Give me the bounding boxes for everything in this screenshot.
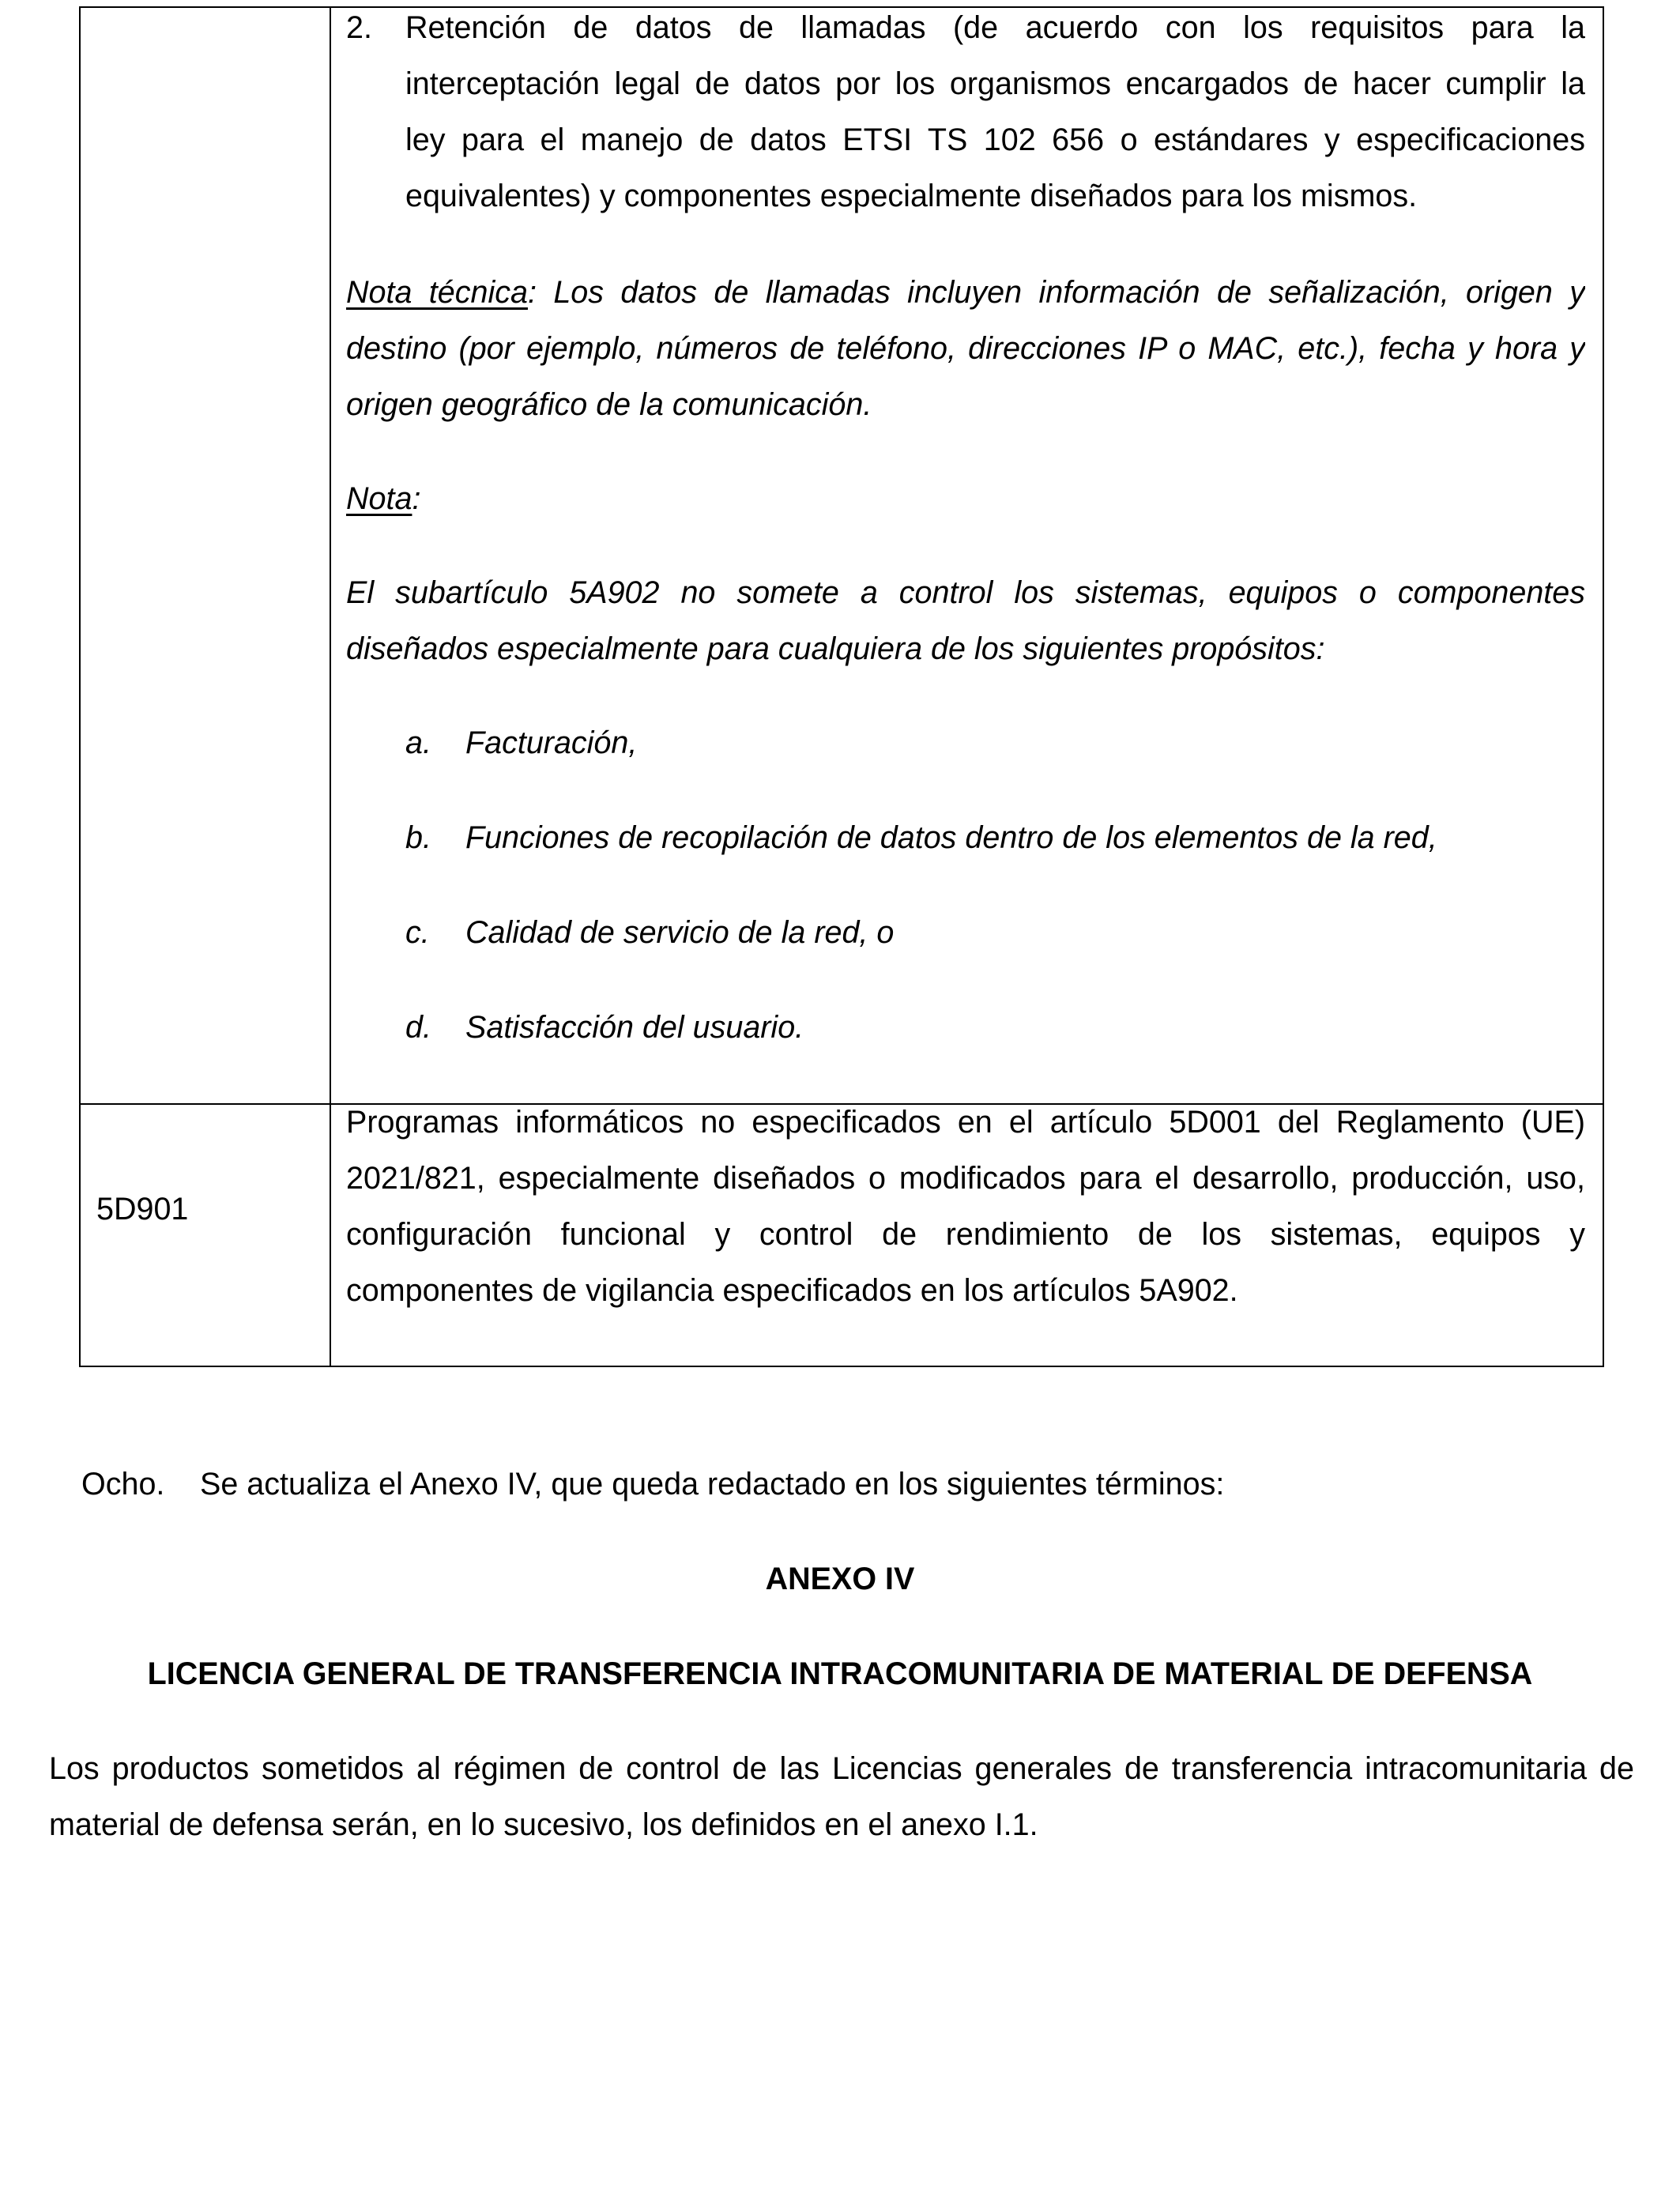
item-2-line: interceptación legal de datos por los organismos encargados de hacer cumplir la <box>405 66 1585 101</box>
row-2-line: Programas informáticos no especificados en el artículo 5D001 del Reglamento (UE) <box>346 1105 1585 1140</box>
note-line: El subartículo 5A902 no somete a control los sistemas, equipos o componentes <box>346 575 1585 610</box>
note-label: Nota <box>346 481 412 516</box>
list-item: Calidad de servicio de la red, o <box>465 915 895 950</box>
list-item: Funciones de recopilación de datos dentro de los elementos de la red, <box>465 820 1437 855</box>
technical-note-line: origen geográfico de la comunicación. <box>346 387 872 422</box>
row-2-line: 2021/821, especialmente diseñados o modificados para el desarrollo, producción, uso, <box>346 1161 1585 1196</box>
note-heading <box>346 471 420 527</box>
note-colon: : <box>412 481 421 516</box>
note-line: diseñados especialmente para cualquiera de los siguientes propósitos: <box>346 631 1325 666</box>
list-item-marker: a. <box>405 725 431 760</box>
list-item: Facturación, <box>465 725 638 760</box>
ocho-text: Se actualiza el Anexo IV, que queda redactado en los siguientes términos: <box>200 1467 1225 1502</box>
annex-subtitle: LICENCIA GENERAL DE TRANSFERENCIA INTRACOMUNITARIA DE MATERIAL DE DEFENSA <box>147 1656 1533 1691</box>
item-2-number: 2. <box>346 10 372 45</box>
row-2-description <box>346 1095 1585 1319</box>
technical-note-line <box>346 265 1585 321</box>
technical-note-label: Nota técnica <box>346 275 528 310</box>
table-border-right <box>1603 6 1604 1367</box>
technical-note <box>346 265 1585 433</box>
item-2-text <box>405 0 1585 224</box>
table-border-bottom <box>79 1366 1604 1367</box>
technical-note-line: destino (por ejemplo, números de teléfono, direcciones IP o MAC, etc.), fecha y hora y <box>346 331 1585 366</box>
row-2-line: configuración funcional y control de rendimiento de los sistemas, equipos y <box>346 1217 1585 1252</box>
list-item-marker: d. <box>405 1010 431 1045</box>
closing-line: material de defensa serán, en lo sucesivo, los definidos en el anexo I.1. <box>49 1807 1038 1842</box>
list-item-marker: b. <box>405 820 431 855</box>
row-code: 5D901 <box>96 1192 189 1226</box>
table-border-left <box>79 6 81 1367</box>
ocho-label: Ocho. <box>81 1467 165 1502</box>
table-column-divider <box>330 6 331 1367</box>
annex-title: ANEXO IV <box>765 1562 915 1596</box>
list-item-marker: c. <box>405 915 430 950</box>
closing-paragraph <box>49 1741 1634 1853</box>
list-item: Satisfacción del usuario. <box>465 1010 804 1045</box>
item-2-line: ley para el manejo de datos ETSI TS 102 656 o estándares y especificaciones <box>405 122 1585 157</box>
item-2-line: Retención de datos de llamadas (de acuerdo con los requisitos para la <box>405 10 1585 45</box>
row-2-line: componentes de vigilancia especificados en los artículos 5A902. <box>346 1273 1238 1308</box>
closing-line: Los productos sometidos al régimen de control de las Licencias generales de transferencia intracomunitaria de <box>49 1751 1634 1786</box>
technical-note-text: : Los datos de llamadas incluyen información de señalización, origen y <box>527 275 1585 310</box>
item-2-line: equivalentes) y componentes especialmente diseñados para los mismos. <box>405 179 1418 213</box>
note-body <box>346 565 1585 677</box>
